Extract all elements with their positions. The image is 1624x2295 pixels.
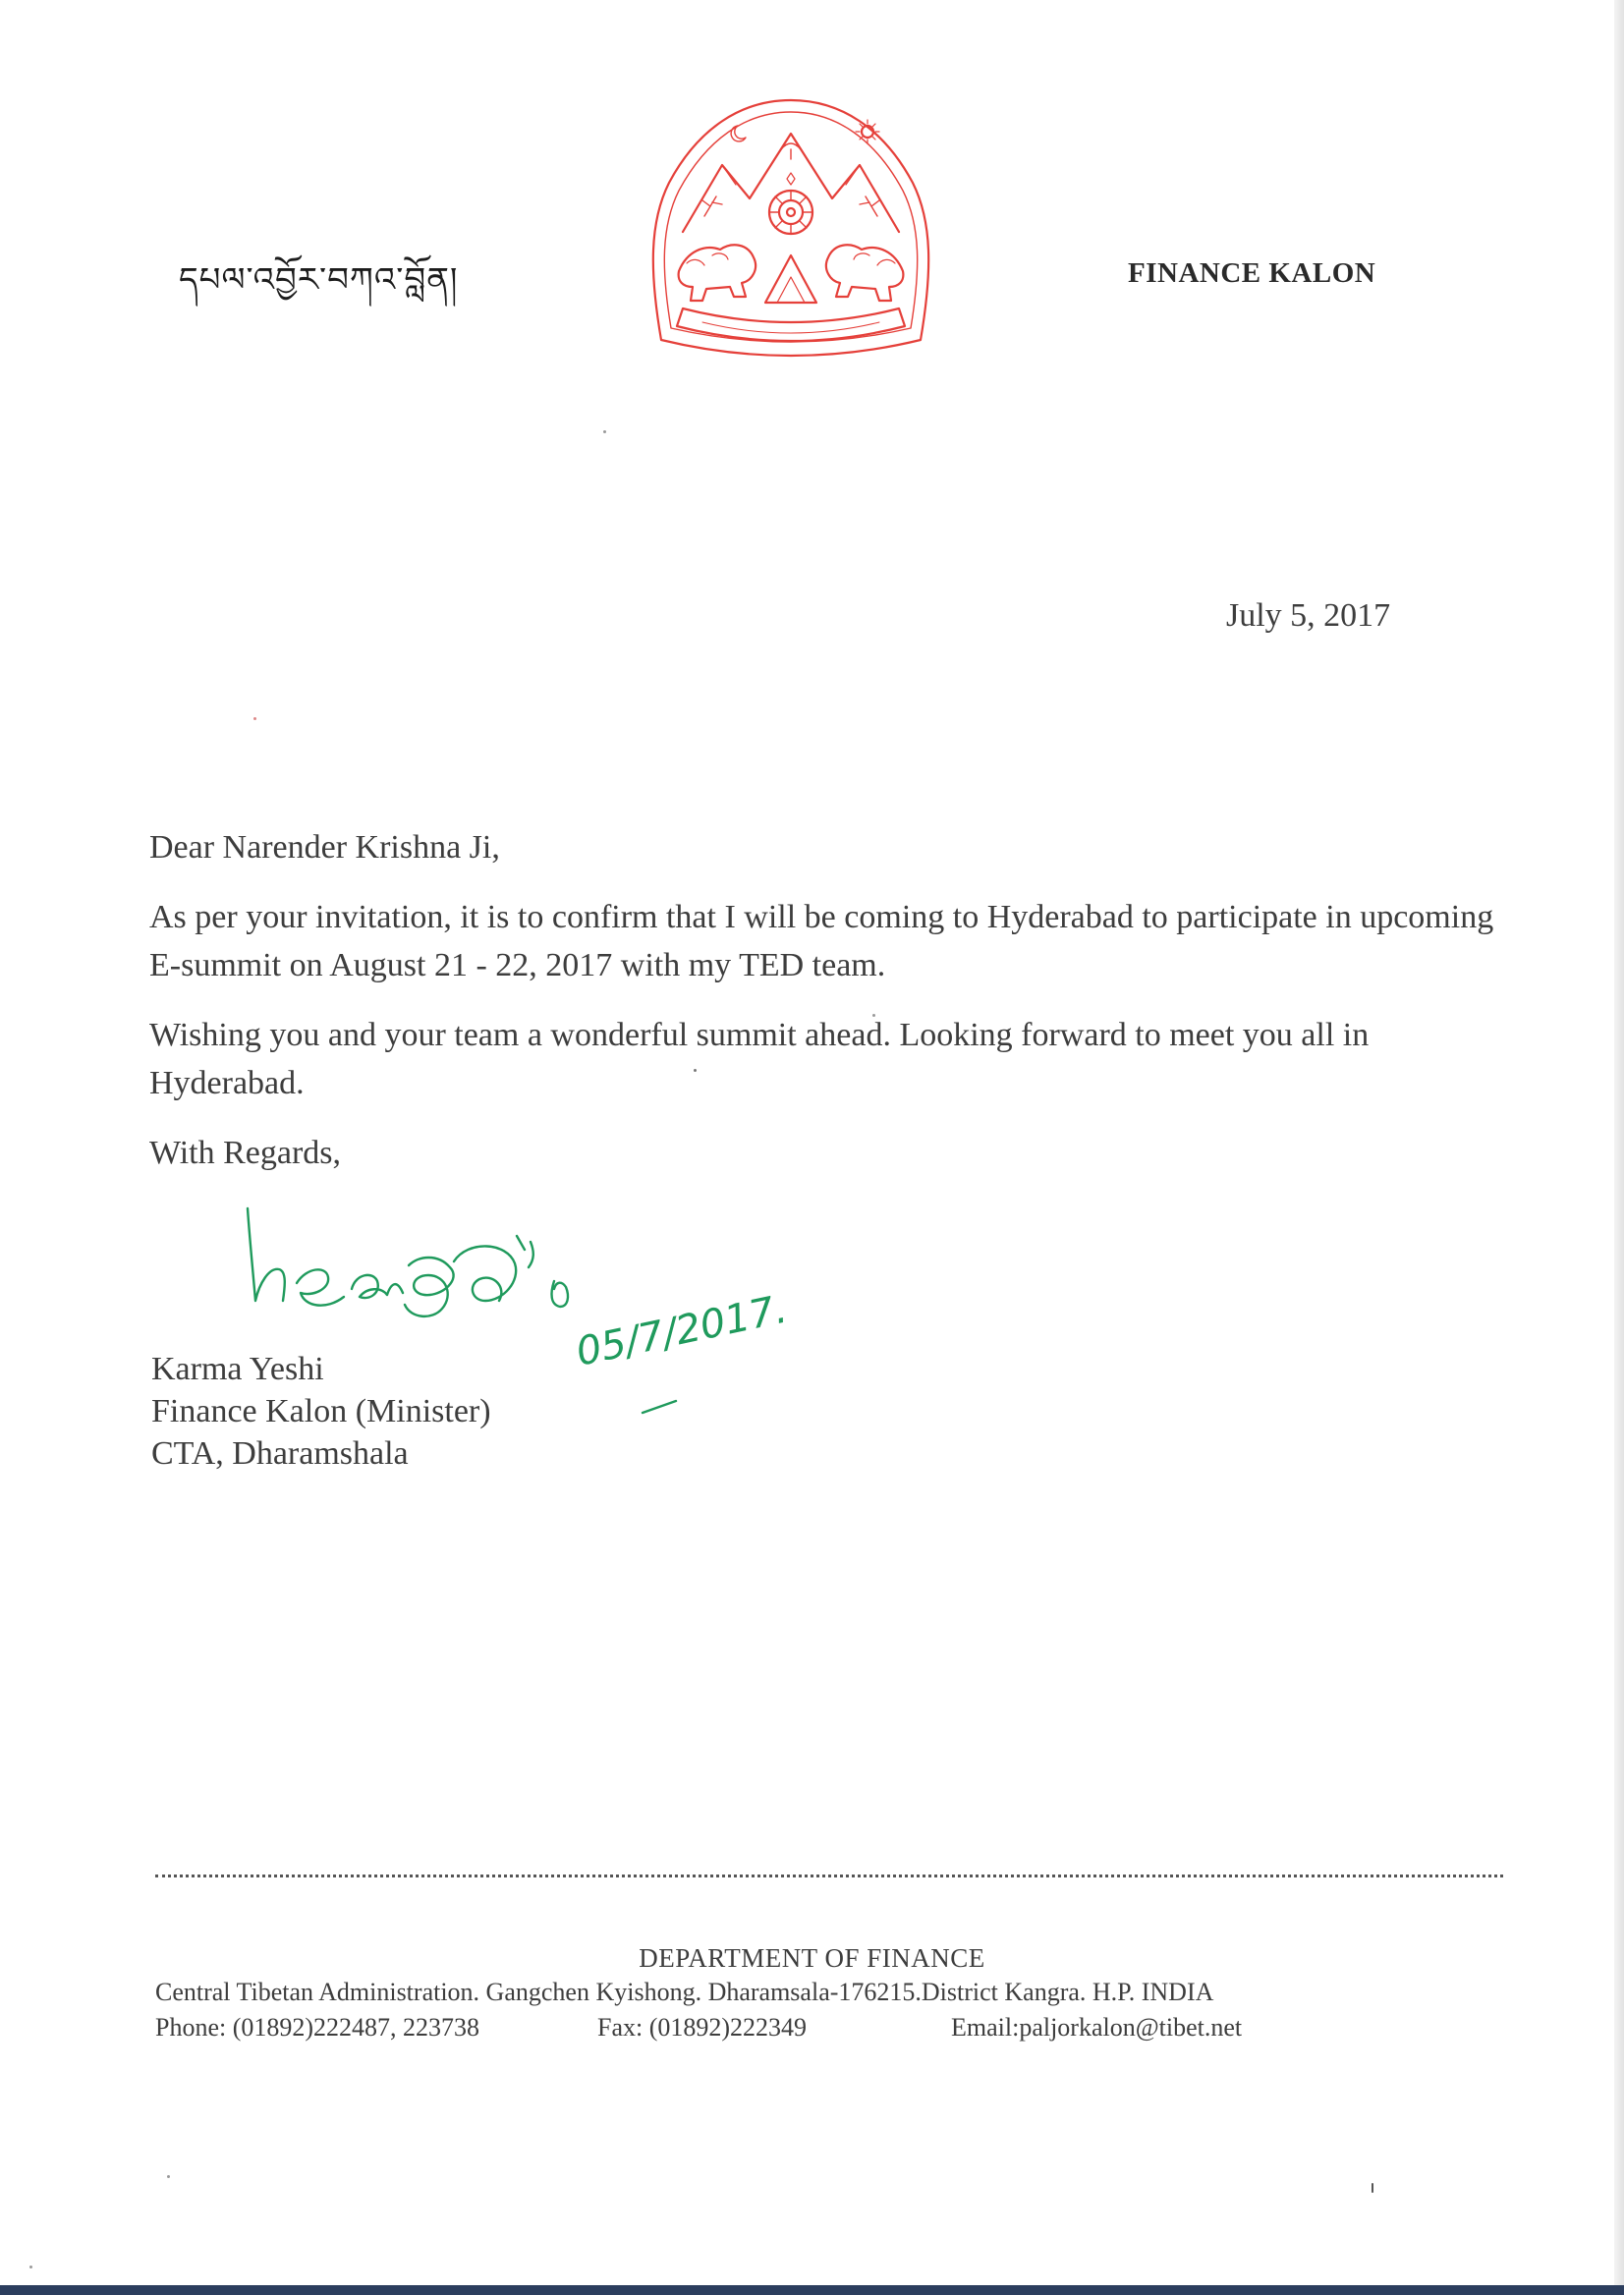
scan-edge-right <box>1614 0 1624 2295</box>
signer-block <box>151 1348 491 1475</box>
letterhead-title: FINANCE KALON <box>1128 257 1376 289</box>
letter-body <box>149 823 1525 1199</box>
footer-email: Email:paljorkalon@tibet.net <box>951 2013 1243 2042</box>
scan-speck <box>603 430 606 433</box>
tibetan-letterhead-title: དཔལ་འབྱོར་བཀའ་བློན། <box>179 260 459 300</box>
footer-department: DEPARTMENT OF FINANCE <box>639 1943 985 1973</box>
salutation: Dear Narender Krishna Ji, <box>149 829 500 866</box>
footer-phone: Phone: (01892)222487, 223738 <box>155 2013 480 2042</box>
signer-organization: CTA, Dharamshala <box>151 1435 409 1472</box>
letter-date: July 5, 2017 <box>1226 597 1391 634</box>
footer-fax: Fax: (01892)222349 <box>597 2013 808 2042</box>
signer-title: Finance Kalon (Minister) <box>151 1393 491 1429</box>
footer-address: Central Tibetan Administration. Gangchen Kyishong. Dharamsala-176215.District Kangra. H.P. INDIA <box>155 1978 1214 2006</box>
signature-date: 05/7/2017. <box>572 1286 792 1375</box>
footer-contact-row <box>155 2013 1242 2043</box>
body-paragraph-2: Wishing you and your team a wonderful summit ahead. Looking forward to meet you all in Hyderabad. <box>149 1017 1370 1101</box>
scan-speck <box>1372 2183 1373 2193</box>
scan-speck <box>167 2175 170 2178</box>
scan-edge-bottom <box>0 2285 1624 2295</box>
tibetan-emblem-seal <box>644 94 938 374</box>
body-paragraph-1: As per your invitation, it is to confirm that I will be coming to Hyderabad to participate in upcoming E-summit on August 21 - 22, 2017 with my TED team. <box>149 899 1494 983</box>
signer-name: Karma Yeshi <box>151 1351 324 1387</box>
scan-speck <box>694 1069 697 1072</box>
footer-divider <box>155 1875 1503 1877</box>
closing: With Regards, <box>149 1135 342 1171</box>
scan-speck <box>29 2266 32 2268</box>
scan-speck <box>253 717 256 720</box>
scan-speck <box>872 1014 875 1017</box>
